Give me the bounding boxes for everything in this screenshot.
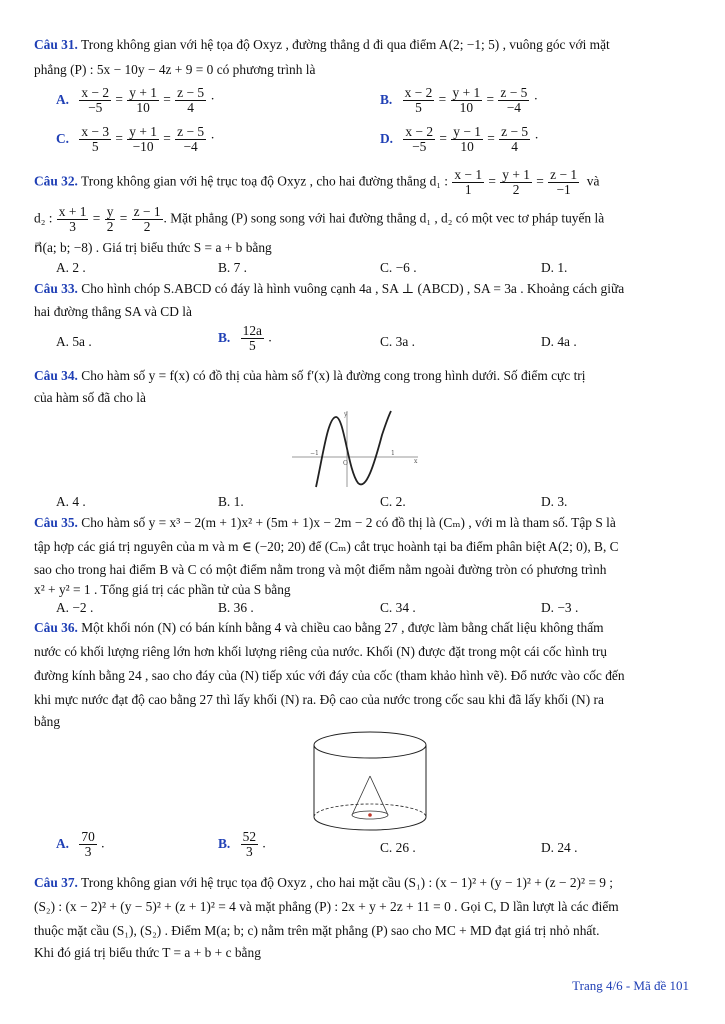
q31-d-frac1: $\frac{x - 2}{-5}$ (405, 124, 434, 155)
q31-line2: phẳng (P) : 5x − 10y − 4z + 9 = 0 có phương trình là (34, 62, 316, 77)
q33-text1: Cho hình chóp S.ABCD có đáy là hình vuông cạnh 4a , SA ⊥ (ABCD) , SA = 3a . Khoảng cách giữa (81, 281, 625, 296)
q31-text1: Trong không gian với hệ tọa độ Oxyz , đường thẳng d đi qua điểm A(2; −1; 5) , vuông góc với mặt (81, 37, 610, 52)
q32-line3: n⃗(a; b; −8) . Giá trị biểu thức S = a + b bằng (34, 240, 272, 255)
q34-option-b[interactable]: B. 1. (218, 494, 244, 509)
q32-d2-frac1: $\frac{x + 1}{3}$ (58, 204, 87, 235)
q31-d-label: D. (380, 130, 394, 146)
q36-option-d[interactable]: D. 24 . (541, 840, 578, 855)
q37-line4: Khi đó giá trị biểu thức T = a + b + c bằng (34, 945, 261, 960)
q36-cylinder-figure (308, 729, 433, 834)
q34-option-c[interactable]: C. 2. (380, 494, 406, 509)
q36-a-label: A. (56, 835, 70, 851)
q32-line1: Câu 32. Trong không gian với hệ trục toạ độ Oxyz , cho hai đường thẳng d₁ : $\frac{x - 1}{1}$ = $\frac{y + 1}{2}$ = $\frac{z - 1}{-1}$ và (34, 167, 600, 198)
q34-graph (290, 405, 420, 490)
q34-label: Câu 34. (34, 368, 78, 383)
q34-option-a[interactable]: A. 4 . (56, 494, 86, 509)
q35-option-a[interactable]: A. −2 . (56, 600, 94, 615)
q34-neg1-label: −1 (310, 450, 319, 457)
q31-option-a[interactable]: A. $\frac{x - 2}{-5}$ = $\frac{y + 1}{10}$ = $\frac{z - 5}{4}$ · (56, 85, 215, 116)
q31-b-frac1: $\frac{x - 2}{5}$ (404, 85, 433, 116)
q31-d-frac2: $\frac{y - 1}{10}$ (453, 124, 481, 155)
q37-label: Câu 37. (34, 875, 78, 890)
q36-line3: đường kính bằng 24 , sao cho đáy của (N) tiếp xúc với đáy của cốc (tham khảo hình vẽ). Đổ nước vào cốc đến (34, 668, 625, 683)
q31-label: Câu 31. (34, 37, 78, 52)
q31-line1 (34, 37, 610, 53)
q31-a-frac1: $\frac{x - 2}{-5}$ (81, 85, 110, 116)
q36-option-a[interactable]: A. $\frac{70}{3}$ . (56, 829, 105, 860)
q31-a-frac2: $\frac{y + 1}{10}$ (129, 85, 157, 116)
q35-label: Câu 35. (34, 515, 78, 530)
q32-d2-frac2: $\frac{y}{2}$ (106, 204, 114, 235)
q32-d1-frac2: $\frac{y + 1}{2}$ (502, 167, 530, 198)
q36-a-frac: $\frac{70}{3}$ (81, 829, 95, 860)
q37-line1 (34, 875, 613, 891)
q31-a-frac3: $\frac{z - 5}{4}$ (177, 85, 205, 116)
q32-option-a[interactable]: A. 2 . (56, 260, 86, 275)
q34-origin-label: O (343, 460, 348, 467)
q36-line2: nước có khối lượng riêng lớn hơn khối lượng riêng của nước. Khối (N) được đặt trong một cái cốc hình trụ (34, 644, 608, 659)
q34-line1 (34, 368, 585, 384)
q33-option-d[interactable]: D. 4a . (541, 334, 577, 349)
q33-b-label: B. (218, 329, 231, 345)
q36-label: Câu 36. (34, 620, 78, 635)
q32-text2b: . Mặt phẳng (P) song song với hai đường thẳng d₁ , d₂ có một vec tơ pháp tuyến là (163, 210, 605, 226)
q34-curve (316, 411, 391, 487)
q34-x-label: x (414, 458, 418, 465)
q33-option-c[interactable]: C. 3a . (380, 334, 415, 349)
q32-text2a: d₂ : (34, 210, 53, 226)
q31-option-c[interactable]: C. $\frac{x - 3}{5}$ = $\frac{y + 1}{-10}$ = $\frac{z - 5}{-4}$ · (56, 124, 215, 155)
q32-text1b: và (586, 173, 600, 189)
q32-line2: d₂ : $\frac{x + 1}{3}$ = $\frac{y}{2}$ = $\frac{z - 1}{2}$ . Mặt phẳng (P) song song với hai đường thẳng d₁ , d₂ có một vec tơ pháp tuyến là (34, 204, 605, 235)
q33-label: Câu 33. (34, 281, 78, 296)
q36-cup-top (314, 732, 426, 758)
q36-b-label: B. (218, 835, 231, 851)
q32-d2-frac3: $\frac{z - 1}{2}$ (133, 204, 161, 235)
q35-option-d[interactable]: D. −3 . (541, 600, 579, 615)
q36-text1: Một khối nón (N) có bán kính bằng 4 và chiều cao bằng 27 , được làm bằng chất liệu không thấm (81, 620, 604, 635)
page-footer: Trang 4/6 - Mã đề 101 (572, 978, 689, 993)
q35-text1: Cho hàm số y = x³ − 2(m + 1)x² + (5m + 1)x − 2m − 2 có đồ thị là (Cₘ) , với m là tham số. Tập S là (81, 515, 616, 530)
q33-option-a[interactable]: A. 5a . (56, 334, 92, 349)
q36-cone-right (370, 776, 388, 815)
q31-c-label: C. (56, 130, 70, 146)
q36-option-c[interactable]: C. 26 . (380, 840, 416, 855)
q31-b-frac2: $\frac{y + 1}{10}$ (452, 85, 481, 116)
q32-label: Câu 32. (34, 173, 78, 189)
q31-option-d[interactable]: D. $\frac{x - 2}{-5}$ = $\frac{y - 1}{10}$ = $\frac{z - 5}{4}$ · (380, 124, 539, 155)
q31-b-label: B. (380, 91, 393, 107)
q31-c-frac3: $\frac{z - 5}{-4}$ (177, 124, 205, 155)
q32-d1-frac3: $\frac{z - 1}{-1}$ (550, 167, 578, 198)
q31-b-frac3: $\frac{z - 5}{-4}$ (500, 85, 528, 116)
q35-option-b[interactable]: B. 36 . (218, 600, 254, 615)
q31-c-frac1: $\frac{x - 3}{5}$ (81, 124, 110, 155)
q33-option-b[interactable]: B. $\frac{12a}{5}$ . (218, 323, 272, 354)
q37-line2: (S₂) : (x − 2)² + (y − 5)² + (z + 1)² = 4 và mặt phẳng (P) : 2x + y + 2z + 11 = 0 . Gọi C, D lần lượt là các điểm (34, 899, 619, 914)
q32-d1-frac1: $\frac{x - 1}{1}$ (454, 167, 483, 198)
q36-option-b[interactable]: B. $\frac{52}{3}$ . (218, 829, 266, 860)
q31-d-frac3: $\frac{z - 5}{4}$ (501, 124, 529, 155)
q34-pos1-label: 1 (391, 450, 395, 457)
q34-text1: Cho hàm số y = f(x) có đồ thị của hàm số f′(x) là đường cong trong hình dưới. Số điểm cực trị (81, 368, 586, 383)
q32-option-d[interactable]: D. 1. (541, 260, 568, 275)
q36-line4: khi mực nước đạt độ cao bằng 27 thì lấy khối (N) ra. Độ cao của nước trong cốc sau khi đã lấy khối (N) ra (34, 692, 604, 707)
q36-line1 (34, 620, 604, 636)
q33-line1 (34, 281, 624, 297)
q35-line2: tập hợp các giá trị nguyên của m và m ∈ (−20; 20) để (Cₘ) cắt trục hoành tại ba điểm phân biệt A(2; 0), B, C (34, 539, 619, 554)
q37-text1: Trong không gian với hệ trục tọa độ Oxyz , cho hai mặt cầu (S₁) : (x − 1)² + (y − 1)² + (z − 2)² = 9 ; (81, 875, 613, 890)
q36-line5: bằng (34, 714, 61, 729)
q36-cone-center (368, 813, 372, 817)
q33-b-frac: $\frac{12a}{5}$ (242, 323, 262, 354)
q35-line4: x² + y² = 1 . Tổng giá trị các phần tử của S bằng (34, 582, 291, 597)
q32-option-b[interactable]: B. 7 . (218, 260, 248, 275)
q32-text1a: Trong không gian với hệ trục toạ độ Oxyz , cho hai đường thẳng d₁ : (81, 173, 449, 189)
q35-line3: sao cho trong hai điểm B và C có một điểm nằm trong và một điểm nằm ngoài đường tròn có phương trình (34, 562, 607, 577)
q37-line3: thuộc mặt cầu (S₁), (S₂) . Điểm M(a; b; c) nằm trên mặt phẳng (P) sao cho MC + MD đạt giá trị nhỏ nhất. (34, 923, 600, 938)
q35-option-c[interactable]: C. 34 . (380, 600, 416, 615)
q34-option-d[interactable]: D. 3. (541, 494, 568, 509)
q34-line2: của hàm số đã cho là (34, 390, 146, 405)
q32-option-c[interactable]: C. −6 . (380, 260, 417, 275)
q36-b-frac: $\frac{52}{3}$ (242, 829, 257, 860)
q31-c-frac2: $\frac{y + 1}{-10}$ (129, 124, 157, 155)
q31-option-b[interactable]: B. $\frac{x - 2}{5}$ = $\frac{y + 1}{10}$ = $\frac{z - 5}{-4}$ · (380, 85, 539, 116)
q36-cone-left (352, 776, 370, 815)
q31-a-label: A. (56, 91, 70, 107)
q33-line2: hai đường thẳng SA và CD là (34, 304, 192, 319)
q34-y-label: y (344, 411, 348, 418)
q35-line1 (34, 515, 616, 531)
